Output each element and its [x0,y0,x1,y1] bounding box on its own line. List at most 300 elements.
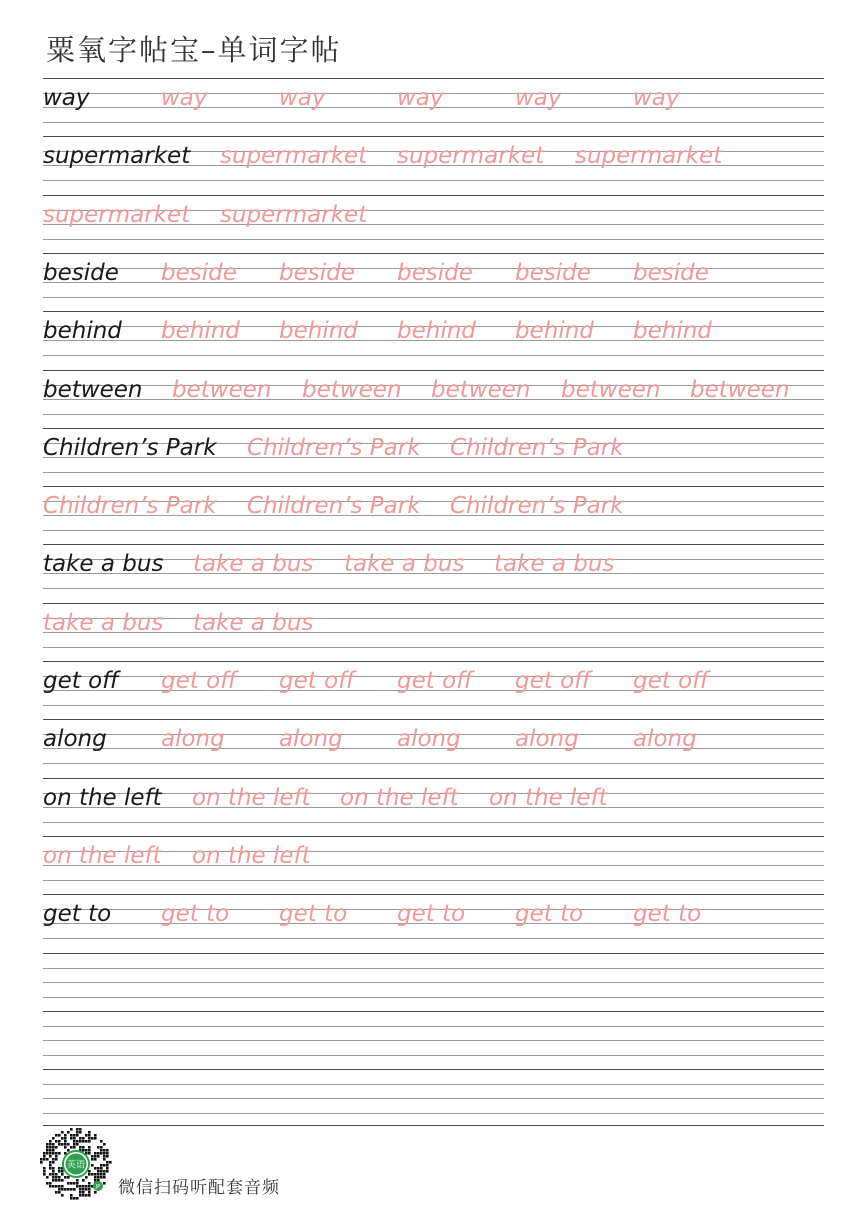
qr-module [88,1191,91,1194]
qr-module [70,1137,73,1140]
qr-module [49,1167,52,1170]
qr-module [70,1146,73,1149]
rule-line [43,968,824,969]
trace-word: beside [515,260,591,286]
qr-module [58,1191,61,1194]
qr-module [70,1134,73,1137]
qr-module [58,1176,61,1179]
qr-module [49,1140,52,1143]
rule-line [43,1040,824,1041]
trace-word: Children’s Park [43,493,217,519]
qr-module [100,1173,103,1176]
qr-module [82,1191,85,1194]
qr-module [67,1149,70,1152]
trace-word: supermarket [220,143,368,169]
qr-module [52,1143,55,1146]
qr-module [58,1152,61,1155]
qr-module [106,1155,109,1158]
qr-module [85,1140,88,1143]
qr-module [67,1176,70,1179]
trace-word: beside [633,260,709,286]
model-word: between [43,377,143,403]
rule-line [43,370,824,371]
qr-module [52,1176,55,1179]
model-word: supermarket [43,143,191,169]
qr-module [67,1131,70,1134]
qr-module [64,1140,67,1143]
qr-module [94,1134,97,1137]
qr-module [46,1158,49,1161]
qr-module [43,1173,46,1176]
qr-module [43,1152,46,1155]
qr-module [58,1179,61,1182]
rule-line [43,297,824,298]
qr-module [97,1155,100,1158]
qr-module [52,1170,55,1173]
rule-line [43,544,824,545]
qr-module [67,1188,70,1191]
model-word: beside [43,260,119,286]
qr-module [55,1140,58,1143]
rule-line [43,122,824,123]
rule-line [43,778,824,779]
qr-module [49,1152,52,1155]
qr-module [106,1149,109,1152]
qr-module [76,1143,79,1146]
trace-word: Children’s Park [247,435,421,461]
qr-module [88,1185,91,1188]
model-word: behind [43,318,122,344]
model-word: Children’s Park [43,435,217,461]
qr-module [61,1194,64,1197]
qr-module [52,1146,55,1149]
trace-word: beside [397,260,473,286]
trace-word: take a bus [344,551,465,577]
qr-module [82,1194,85,1197]
qr-module [82,1146,85,1149]
trace-word: take a bus [193,610,314,636]
qr-module [64,1176,67,1179]
qr-module [103,1155,106,1158]
qr-module [82,1188,85,1191]
qr-module [88,1194,91,1197]
rule-line [43,486,824,487]
qr-module [55,1158,58,1161]
qr-module [106,1152,109,1155]
trace-word: get to [279,901,348,927]
trace-word: along [161,726,225,752]
qr-module [70,1128,73,1131]
qr-module [94,1179,97,1182]
trace-word: Children’s Park [450,435,624,461]
qr-module [97,1146,100,1149]
qr-module [82,1149,85,1152]
qr-module [94,1155,97,1158]
rule-line [43,530,824,531]
qr-module [106,1164,109,1167]
rule-line [43,719,824,720]
qr-module [52,1137,55,1140]
trace-word: get to [515,901,584,927]
rule-line [43,1026,824,1027]
qr-module [88,1146,91,1149]
qr-module [76,1182,79,1185]
qr-module [103,1176,106,1179]
qr-module [61,1173,64,1176]
qr-module [64,1143,67,1146]
trace-word: on the left [489,785,608,811]
rule-line [43,414,824,415]
qr-module [88,1140,91,1143]
qr-module [49,1155,52,1158]
qr-module [103,1182,106,1185]
qr-module [79,1188,82,1191]
qr-module [79,1146,82,1149]
rule-line [43,647,824,648]
qr-module [73,1146,76,1149]
qr-module [43,1155,46,1158]
qr-module [52,1173,55,1176]
qr-module [73,1182,76,1185]
rule-line [43,603,824,604]
trace-word: between [561,377,661,403]
footer [40,1125,360,1205]
qr-module [88,1152,91,1155]
qr-module [85,1188,88,1191]
qr-module [76,1179,79,1182]
rule-line [43,705,824,706]
trace-word: on the left [192,785,311,811]
trace-word: beside [161,260,237,286]
rule-line [43,253,824,254]
qr-module [64,1188,67,1191]
qr-module [43,1158,46,1161]
trace-word: on the left [192,843,311,869]
qr-module [79,1128,82,1131]
qr-module [94,1158,97,1161]
qr-module [70,1197,73,1200]
qr-module [82,1179,85,1182]
qr-module [70,1194,73,1197]
trace-word: beside [279,260,355,286]
qr-module [91,1173,94,1176]
model-word: take a bus [43,551,164,577]
qr-module [58,1185,61,1188]
model-word: along [43,726,107,752]
trace-word: way [397,85,444,111]
qr-module [94,1173,97,1176]
qr-module [73,1134,76,1137]
qr-module [55,1146,58,1149]
footer-caption: 微信扫码听配套音频 [118,1178,280,1198]
qr-module [103,1164,106,1167]
rule-line [43,880,824,881]
qr-module [52,1179,55,1182]
qr-module [70,1188,73,1191]
qr-module [91,1155,94,1158]
qr-module [100,1167,103,1170]
qr-module [67,1143,70,1146]
qr-module [106,1161,109,1164]
qr-module [76,1131,79,1134]
trace-word: supermarket [397,143,545,169]
qr-module [73,1143,76,1146]
qr-module [52,1167,55,1170]
qr-module [40,1161,43,1164]
qr-module [49,1173,52,1176]
qr-module [61,1188,64,1191]
qr-module [103,1152,106,1155]
rule-line [43,1069,824,1070]
qr-module [73,1188,76,1191]
qr-module [64,1134,67,1137]
qr-module [106,1170,109,1173]
qr-module [94,1191,97,1194]
rule-line [43,938,824,939]
trace-word: between [172,377,272,403]
rule-line [43,180,824,181]
rule-line [43,1011,824,1012]
trace-word: supermarket [43,202,191,228]
qr-module [85,1149,88,1152]
qr-module [70,1182,73,1185]
trace-word: take a bus [494,551,615,577]
qr-module [88,1188,91,1191]
qr-module [94,1152,97,1155]
qr-module [103,1143,106,1146]
qr-module [46,1149,49,1152]
rule-line [43,428,824,429]
qr-module [103,1149,106,1152]
qr-module [88,1134,91,1137]
qr-module [49,1182,52,1185]
qr-module [58,1134,61,1137]
qr-module [73,1140,76,1143]
qr-module [43,1170,46,1173]
qr-module [82,1137,85,1140]
qr-module [76,1140,79,1143]
qr-module [88,1137,91,1140]
qr-module [52,1152,55,1155]
trace-word: along [633,726,697,752]
qr-module [100,1152,103,1155]
qr-module [109,1161,112,1164]
trace-word: get to [161,901,230,927]
qr-module [100,1146,103,1149]
qr-module [100,1170,103,1173]
qr-module [100,1176,103,1179]
qr-module [97,1167,100,1170]
trace-word: get to [633,901,702,927]
model-word: way [43,85,90,111]
rule-line [43,982,824,983]
qr-module [43,1167,46,1170]
qr-module [88,1173,91,1176]
qr-module [103,1173,106,1176]
trace-word: between [302,377,402,403]
qr-module [52,1161,55,1164]
rule-line [43,78,824,79]
rule-line [43,195,824,196]
qr-module [58,1167,61,1170]
qr-module [55,1173,58,1176]
trace-word: behind [279,318,358,344]
qr-module [55,1176,58,1179]
qr-module [97,1170,100,1173]
qr-module [46,1176,49,1179]
rule-line [43,355,824,356]
qr-module [82,1185,85,1188]
qr-module [49,1146,52,1149]
qr-module [61,1170,64,1173]
rule-line [43,997,824,998]
trace-word: on the left [340,785,459,811]
qr-module [49,1164,52,1167]
qr-module [76,1134,79,1137]
trace-word: between [690,377,790,403]
qr-module [85,1176,88,1179]
qr-module [91,1158,94,1161]
qr-module [79,1131,82,1134]
qr-module [55,1134,58,1137]
qr-module [58,1143,61,1146]
qr-module [46,1152,49,1155]
qr-module [64,1137,67,1140]
qr-module [85,1185,88,1188]
qr-module [76,1197,79,1200]
qr-module [85,1134,88,1137]
rule-line [43,311,824,312]
qr-module [76,1128,79,1131]
trace-word: get off [279,668,355,694]
qr-module [61,1185,64,1188]
qr-module [46,1182,49,1185]
qr-module [46,1146,49,1149]
trace-word: take a bus [193,551,314,577]
qr-module [49,1143,52,1146]
badge-label: 英语 [66,1160,86,1171]
qr-module [88,1131,91,1134]
qr-module [97,1152,100,1155]
trace-word: behind [633,318,712,344]
trace-word: get off [633,668,709,694]
model-word: get off [43,668,119,694]
qr-module [61,1131,64,1134]
qr-module [97,1173,100,1176]
rule-line [43,763,824,764]
qr-module [55,1152,58,1155]
trace-word: way [515,85,562,111]
qr-module [79,1137,82,1140]
rule-line [43,1055,824,1056]
rule-line [43,472,824,473]
writing-sheet [43,78,824,1118]
qr-module [79,1191,82,1194]
rule-line [43,1113,824,1114]
qr-module [97,1176,100,1179]
rule-line [43,661,824,662]
trace-word: get off [161,668,237,694]
trace-word: take a bus [43,610,164,636]
qr-module [55,1191,58,1194]
qr-module [64,1146,67,1149]
trace-word: Children’s Park [247,493,421,519]
qr-module [58,1188,61,1191]
qr-module [58,1170,61,1173]
qr-module [106,1167,109,1170]
qr-module [85,1194,88,1197]
rule-line [43,1084,824,1085]
qr-module [94,1137,97,1140]
qr-module [46,1143,49,1146]
rule-line [43,1098,824,1099]
qr-module [100,1140,103,1143]
trace-word: get to [397,901,466,927]
badge-small-label: JP [95,1184,101,1190]
qr-module [88,1149,91,1152]
qr-module [49,1161,52,1164]
qr-module [61,1143,64,1146]
rule-line [43,588,824,589]
trace-word: between [431,377,531,403]
qr-module [73,1197,76,1200]
qr-module [52,1149,55,1152]
trace-word: get off [397,668,473,694]
trace-word: way [161,85,208,111]
qr-module [52,1185,55,1188]
qr-module [79,1185,82,1188]
qr-module [58,1140,61,1143]
qr-module [94,1176,97,1179]
qr-module [52,1158,55,1161]
trace-word: on the left [43,843,162,869]
qr-module [55,1155,58,1158]
qr-module [94,1167,97,1170]
rule-line [43,136,824,137]
qr-module [61,1179,64,1182]
trace-word: along [279,726,343,752]
rule-line [43,822,824,823]
qr-module [73,1137,76,1140]
qr-module [79,1140,82,1143]
qr-module [91,1164,94,1167]
qr-module [49,1149,52,1152]
qr-module [100,1149,103,1152]
trace-word: supermarket [220,202,368,228]
trace-word: Children’s Park [450,493,624,519]
qr-module [61,1137,64,1140]
trace-word: behind [161,318,240,344]
qr-module [103,1170,106,1173]
qr-module [55,1179,58,1182]
qr-module [82,1140,85,1143]
model-word: get to [43,901,112,927]
trace-word: along [397,726,461,752]
qr-module [103,1158,106,1161]
trace-word: get off [515,668,591,694]
page-title: 粟氧字帖宝–单词字帖 [46,33,342,67]
qr-code-icon[interactable] [40,1128,112,1200]
rule-line [43,239,824,240]
qr-module [67,1182,70,1185]
qr-module [49,1185,52,1188]
trace-word: way [633,85,680,111]
rule-line [43,894,824,895]
qr-module [100,1164,103,1167]
qr-module [40,1158,43,1161]
trace-word: behind [397,318,476,344]
rule-line [43,836,824,837]
